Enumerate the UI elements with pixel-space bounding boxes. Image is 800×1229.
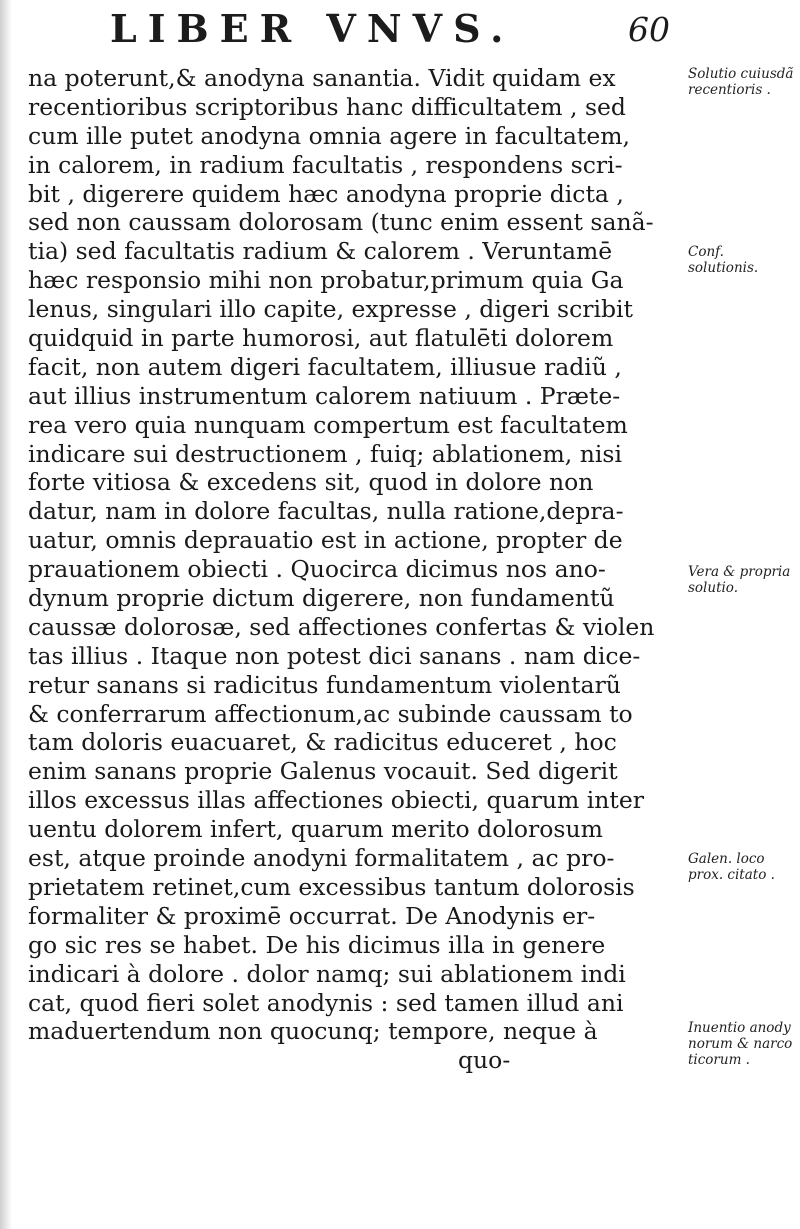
margin-note: Conf. solutionis. <box>688 244 759 276</box>
text-line: uatur, omnis deprauatio est in actione, propter de <box>28 526 623 555</box>
text-line: go sic res se habet. De his dicimus illa in genere <box>28 930 606 959</box>
text-line: indicare sui destructionem , fuiq; ablationem, nisi <box>28 439 622 468</box>
running-head <box>110 6 670 52</box>
text-line: hæc responsio mihi non probatur,primum quia Ga <box>28 266 624 295</box>
page-edge-shadow <box>0 0 12 1229</box>
text-line: datur, nam in dolore facultas, nulla ratione,depra- <box>28 497 624 526</box>
running-head-title: LIBER VNVS. <box>110 6 515 51</box>
text-line: rea vero quia nunquam compertum est facultatem <box>28 410 628 439</box>
margin-note: Solutio cuiusdã recentioris . <box>688 66 794 98</box>
page-number: 60 <box>628 10 670 49</box>
text-line: quidquid in parte humorosi, aut flatulēti dolorem <box>28 324 614 353</box>
text-line: indicari à dolore . dolor namq; sui ablationem indi <box>28 959 626 988</box>
text-line: formaliter & proximē occurrat. De Anodynis er- <box>28 901 596 930</box>
text-line: dynum proprie dictum digerere, non fundamentũ <box>28 584 615 613</box>
text-line: lenus, singulari illo capite, expresse , digeri scribit <box>28 295 633 324</box>
text-line: tam doloris euacuaret, & radicitus educeret , hoc <box>28 728 617 757</box>
marginal-notes <box>688 0 796 1229</box>
text-line: sed non caussam dolorosam (tunc enim essent sanã- <box>28 208 654 237</box>
text-line: est, atque proinde anodyni formalitatem , ac pro- <box>28 844 615 873</box>
text-line: tia) sed facultatis radium & calorem . Veruntamē <box>28 237 613 266</box>
text-line: retur sanans si radicitus fundamentum violentarũ <box>28 670 621 699</box>
text-line: prietatem retinet,cum excessibus tantum dolorosis <box>28 872 635 901</box>
text-line: & conferrarum affectionum,ac subinde caussam to <box>28 699 633 728</box>
text-line: in calorem, in radium facultatis , respondens scri- <box>28 150 623 179</box>
text-line: cum ille putet anodyna omnia agere in facultatem, <box>28 121 630 150</box>
text-line: facit, non autem digeri facultatem, illiusue radiũ , <box>28 352 622 381</box>
text-line: aut illius instrumentum calorem natiuum . Præte- <box>28 381 621 410</box>
text-line: enim sanans proprie Galenus vocauit. Sed digerit <box>28 757 618 786</box>
text-line: maduertendum non quocunq; tempore, neque à <box>28 1017 598 1046</box>
catchword: quo- <box>458 1046 511 1075</box>
text-line: prauationem obiecti . Quocirca dicimus nos ano- <box>28 555 606 584</box>
margin-note: Vera & propria solutio. <box>688 564 791 596</box>
text-line: uentu dolorem infert, quarum merito dolorosum <box>28 815 603 844</box>
text-line: na poterunt,& anodyna sanantia. Vidit quidam ex <box>28 64 616 92</box>
margin-note: Galen. loco prox. citato . <box>688 851 775 883</box>
text-line: tas illius . Itaque non potest dici sanans . nam dice- <box>28 641 641 670</box>
text-line: forte vitiosa & excedens sit, quod in dolore non <box>28 468 594 497</box>
text-line: illos excessus illas affectiones obiecti, quarum inter <box>28 786 645 815</box>
margin-note: Inuentio anody norum & narco ticorum . <box>688 1020 793 1068</box>
text-line: bit , digerere quidem hæc anodyna proprie dicta , <box>28 179 624 208</box>
text-line: caussæ dolorosæ, sed affectiones confertas & violen <box>28 612 655 641</box>
body-text <box>28 64 678 1075</box>
text-line: recentioribus scriptoribus hanc difficultatem , sed <box>28 92 626 121</box>
text-line: cat, quod fieri solet anodynis : sed tamen illud ani <box>28 988 624 1017</box>
